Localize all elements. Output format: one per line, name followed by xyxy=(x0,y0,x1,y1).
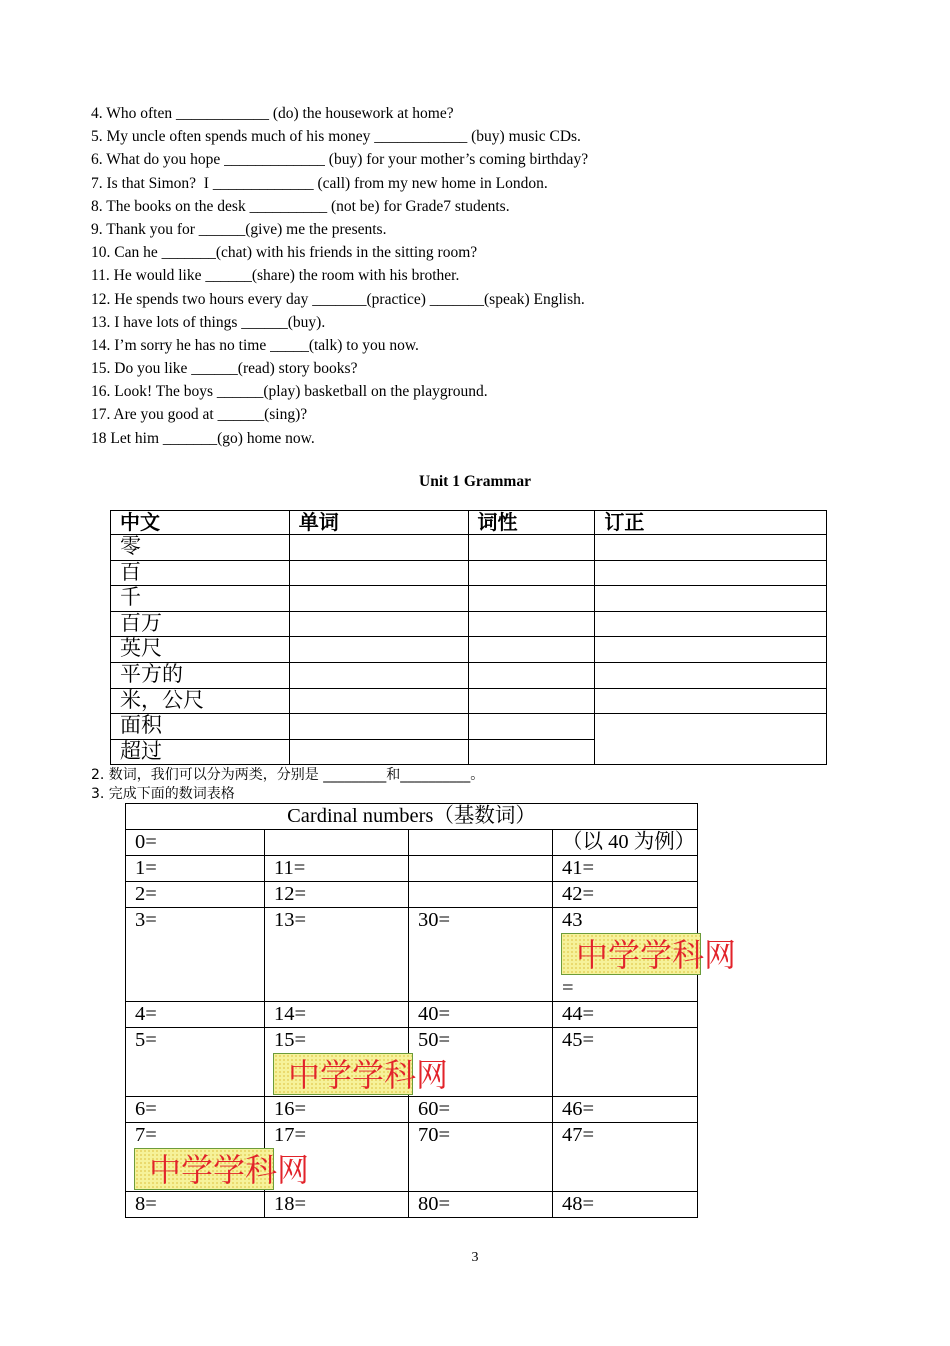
vocab-word-cell xyxy=(289,714,468,740)
number-cell xyxy=(265,830,409,856)
number-cell: 40= xyxy=(409,1002,553,1028)
number-cell: 30= xyxy=(409,908,553,1002)
number-cell: 41= xyxy=(553,856,698,882)
vocab-correction-cell xyxy=(595,535,827,561)
vocab-word-cell xyxy=(289,611,468,637)
number-cell: 12= xyxy=(265,882,409,908)
number-cell-43 xyxy=(553,908,737,1002)
vocab-chinese: 面积 xyxy=(111,714,290,740)
vocab-chinese: 千 xyxy=(111,586,290,612)
vocab-correction-cell xyxy=(595,611,827,637)
vocab-row xyxy=(111,688,827,714)
number-cell: 47= xyxy=(553,1123,698,1192)
vocab-pos-cell xyxy=(468,586,595,612)
vocab-row xyxy=(111,586,827,612)
vocab-chinese: 超过 xyxy=(111,739,290,765)
number-cell: 4= xyxy=(126,1002,265,1028)
vocab-word-cell xyxy=(289,662,468,688)
watermark-logo: 中学学科网 xyxy=(134,1148,274,1190)
vocab-header-correction: 订正 xyxy=(595,511,827,535)
number-cell: 50= xyxy=(409,1028,553,1097)
vocab-header-row xyxy=(111,511,827,535)
number-cell: 18= xyxy=(265,1192,409,1218)
vocab-row xyxy=(111,714,827,740)
vocab-row xyxy=(111,611,827,637)
vocab-chinese: 英尺 xyxy=(111,637,290,663)
vocab-row xyxy=(111,535,827,561)
exercise-item: 12. He spends two hours every day _______(practice) _______(speak) English. xyxy=(91,290,585,308)
vocab-word-cell xyxy=(289,560,468,586)
vocab-correction-cell-merged xyxy=(595,714,827,765)
exercise-item: 11. He would like ______(share) the room with his brother. xyxy=(91,267,460,285)
vocab-pos-cell xyxy=(468,611,595,637)
vocab-pos-cell xyxy=(468,560,595,586)
vocab-word-cell xyxy=(289,535,468,561)
numbers-row xyxy=(126,1002,698,1028)
vocab-chinese: 零 xyxy=(111,535,290,561)
vocab-pos-cell xyxy=(468,739,595,765)
exercise-item: 17. Are you good at ______(sing)? xyxy=(91,406,308,424)
number-cell: 14= xyxy=(265,1002,409,1028)
numbers-row xyxy=(126,1097,698,1123)
number-cell: 70= xyxy=(409,1123,553,1192)
vocab-pos-cell xyxy=(468,535,595,561)
vocab-chinese: 米，公尺 xyxy=(111,688,290,714)
vocab-pos-cell xyxy=(468,662,595,688)
vocab-word-cell xyxy=(289,688,468,714)
number-cell-43-label: 43 xyxy=(562,909,583,931)
numbers-row xyxy=(126,908,698,1002)
vocab-correction-cell xyxy=(595,560,827,586)
vocab-row xyxy=(111,637,827,663)
number-cell: 0= xyxy=(126,830,265,856)
exercise-item: 16. Look! The boys ______(play) basketball on the playground. xyxy=(91,383,488,401)
number-cell: 5= xyxy=(126,1028,265,1097)
number-cell-43-suffix: = xyxy=(562,977,574,999)
number-cell: 3= xyxy=(126,908,265,1002)
numbers-row xyxy=(126,856,698,882)
vocab-correction-cell xyxy=(595,688,827,714)
vocab-row xyxy=(111,560,827,586)
vocab-correction-cell xyxy=(595,586,827,612)
vocab-correction-cell xyxy=(595,662,827,688)
vocab-word-cell xyxy=(289,739,468,765)
vocab-word-cell xyxy=(289,586,468,612)
number-cell: 44= xyxy=(553,1002,698,1028)
number-cell: 8= xyxy=(126,1192,265,1218)
vocab-pos-cell xyxy=(468,688,595,714)
exercise-item: 13. I have lots of things ______(buy). xyxy=(91,313,326,331)
numbers-row xyxy=(126,882,698,908)
vocab-chinese: 平方的 xyxy=(111,662,290,688)
vocab-header-pos: 词性 xyxy=(468,511,595,535)
exercise-item: 7. Is that Simon? I _____________ (call) from my new home in London. xyxy=(91,174,548,192)
vocab-header-word: 单词 xyxy=(289,511,468,535)
question-3: 3. 完成下面的数词表格 xyxy=(91,786,235,802)
number-cell-7-label: 7= xyxy=(135,1124,157,1146)
cardinal-numbers-table xyxy=(125,803,737,1218)
number-cell: 17= xyxy=(265,1123,409,1192)
number-cell: 13= xyxy=(265,908,409,1002)
number-cell: 80= xyxy=(409,1192,553,1218)
vocab-pos-cell xyxy=(468,637,595,663)
vocab-word-cell xyxy=(289,637,468,663)
number-cell-example-note: （以 40 为例） xyxy=(553,830,698,856)
exercise-list xyxy=(91,102,791,450)
number-cell-15-label: 15= xyxy=(274,1029,307,1051)
vocab-row xyxy=(111,662,827,688)
exercise-item: 15. Do you like ______(read) story books? xyxy=(91,360,358,378)
number-cell: 60= xyxy=(409,1097,553,1123)
numbers-row xyxy=(126,1123,698,1192)
number-cell xyxy=(409,830,553,856)
vocab-header-chinese: 中文 xyxy=(111,511,290,535)
numbers-row xyxy=(126,1192,698,1218)
number-cell: 2= xyxy=(126,882,265,908)
vocab-chinese: 百 xyxy=(111,560,290,586)
exercise-item: 5. My uncle often spends much of his money ____________ (buy) music CDs. xyxy=(91,128,581,146)
section-heading: Unit 1 Grammar xyxy=(419,473,531,490)
number-cell: 48= xyxy=(553,1192,698,1218)
exercise-item: 9. Thank you for ______(give) me the presents. xyxy=(91,220,387,238)
number-cell xyxy=(409,882,553,908)
question-2: 2. 数词，我们可以分为两类，分别是 _________和__________。 xyxy=(91,767,485,783)
number-cell: 11= xyxy=(265,856,409,882)
number-cell: 46= xyxy=(553,1097,698,1123)
vocab-pos-cell xyxy=(468,714,595,740)
page-number: 3 xyxy=(471,1250,479,1265)
exercise-item: 18 Let him _______(go) home now. xyxy=(91,429,315,447)
number-cell: 1= xyxy=(126,856,265,882)
vocabulary-table xyxy=(110,510,827,765)
watermark-logo: 中学学科网 xyxy=(561,933,701,975)
numbers-row xyxy=(126,1028,698,1097)
vocab-chinese: 百万 xyxy=(111,611,290,637)
exercise-item: 6. What do you hope _____________ (buy) for your mother’s coming birthday? xyxy=(91,151,589,169)
number-cell: 6= xyxy=(126,1097,265,1123)
watermark-logo: 中学学科网 xyxy=(273,1053,413,1095)
exercise-item: 10. Can he _______(chat) with his friends in the sitting room? xyxy=(91,244,478,262)
number-cell xyxy=(409,856,553,882)
vocab-correction-cell xyxy=(595,637,827,663)
exercise-item: 4. Who often ____________ (do) the housework at home? xyxy=(91,105,454,122)
number-cell: 16= xyxy=(265,1097,409,1123)
number-cell: 45= xyxy=(553,1028,698,1097)
number-cell: 42= xyxy=(553,882,698,908)
exercise-item: 14. I’m sorry he has no time _____(talk) to you now. xyxy=(91,336,419,354)
exercise-item: 8. The books on the desk __________ (not be) for Grade7 students. xyxy=(91,197,510,215)
cardinal-numbers-caption: Cardinal numbers（基数词） xyxy=(126,804,698,830)
numbers-header-row xyxy=(126,830,698,856)
